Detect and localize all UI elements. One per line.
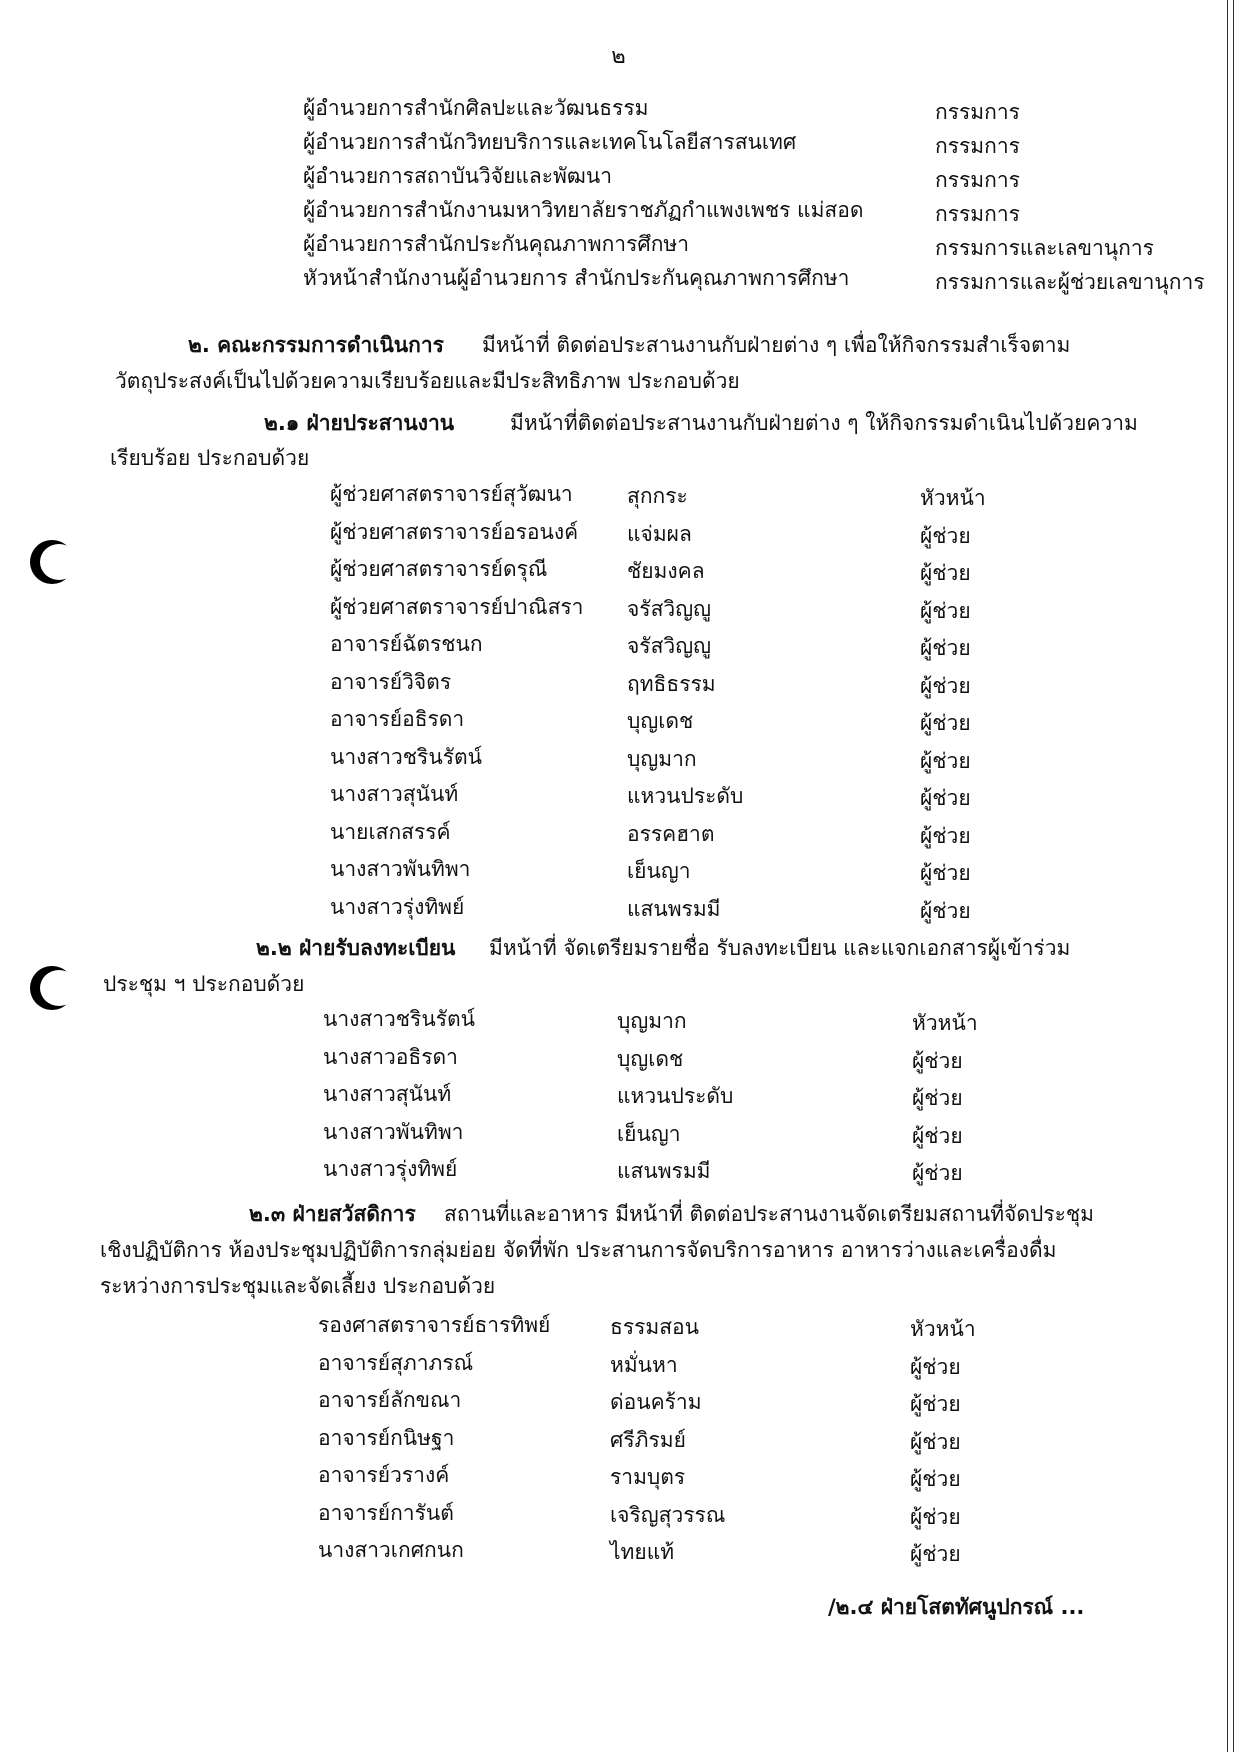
member-first-name: นางสาวรุ่งทิพย์ [330,894,465,919]
member-role: ผู้ช่วย [920,823,971,848]
member-role: หัวหน้า [912,1011,978,1035]
member-first-name: นางสาวสุนันท์ [330,782,459,806]
member-role: ผู้ช่วย [910,1392,961,1416]
committee-member-role: กรรมการ [935,134,1020,158]
member-last-name: แหวนประดับ [627,784,744,808]
member-first-name: นางสาวพันทิพา [330,857,471,881]
subsection-2-3-title: ๒.๓ ฝ่ายสวัสดิการ [249,1202,416,1226]
committee-member-role: กรรมการและเลขานุการ [935,236,1154,260]
member-first-name: อาจารย์ฉัตรชนก [330,632,483,656]
subsection-2-1-text: เรียบร้อย ประกอบด้วย [110,446,310,470]
member-first-name: นางสาวสุนันท์ [323,1082,452,1106]
page-number: ๒ [611,44,626,69]
member-first-name: อาจารย์สุภาภรณ์ [318,1350,474,1375]
punch-hole-mark [30,966,74,1010]
member-role: ผู้ช่วย [912,1123,963,1148]
member-first-name: อาจารย์ลักขณา [318,1388,462,1412]
member-first-name: อาจารย์วิจิตร [330,669,452,694]
committee-member-name: ผู้อำนวยการสถาบันวิจัยและพัฒนา [303,164,613,188]
member-first-name: นางสาวเกศกนก [318,1538,464,1562]
member-last-name: บุญมาก [617,1009,687,1033]
member-last-name: รามบุตร [610,1465,686,1489]
member-role: ผู้ช่วย [920,898,971,923]
continuation-note: /๒.๔ ฝ่ายโสตทัศนูปกรณ์ ... [828,1595,1085,1619]
member-last-name: สุกกระ [627,484,688,508]
member-role: ผู้ช่วย [920,711,971,735]
scan-edge-line [1227,0,1228,1752]
member-last-name: บุญเดช [617,1046,684,1071]
section-2-title: ๒. คณะกรรมการดำเนินการ [188,333,444,357]
member-first-name: ผู้ช่วยศาสตราจารย์สุวัฒนา [330,482,573,506]
member-first-name: นางสาวชรินรัตน์ [330,744,482,769]
punch-hole-mark [30,540,74,584]
member-last-name: อรรคฮาต [627,821,715,846]
member-first-name: ผู้ช่วยศาสตราจารย์อรอนงค์ [330,519,579,544]
member-role: ผู้ช่วย [920,523,971,548]
member-first-name: รองศาสตราจารย์ธารทิพย์ [318,1313,551,1337]
member-last-name: ชัยมงคล [627,559,705,583]
member-first-name: ผู้ช่วยศาสตราจารย์ปาณิสรา [330,594,584,619]
committee-member-role: กรรมการ [935,202,1020,226]
member-role: หัวหน้า [910,1317,976,1341]
member-role: ผู้ช่วย [920,636,971,660]
member-role: ผู้ช่วย [910,1542,961,1566]
committee-member-name: หัวหน้าสำนักงานผู้อำนวยการ สำนักประกันคุณภาพการศึกษา [303,266,850,290]
member-role: ผู้ช่วย [920,786,971,810]
member-first-name: นางสาวอธิรดา [323,1044,458,1069]
member-role: หัวหน้า [920,486,986,510]
subsection-2-2-title: ๒.๒ ฝ่ายรับลงทะเบียน [256,936,456,960]
subsection-2-1-title: ๒.๑ ฝ่ายประสานงาน [264,411,455,435]
member-role: ผู้ช่วย [912,1161,963,1185]
member-last-name: แหวนประดับ [617,1084,734,1108]
member-last-name: จรัสวิญญู [627,634,711,658]
member-role: ผู้ช่วย [912,1048,963,1073]
member-role: ผู้ช่วย [920,598,971,623]
member-last-name: แสนพรมมี [617,1159,711,1183]
member-last-name: ธรรมสอน [610,1315,700,1339]
member-role: ผู้ช่วย [920,748,971,773]
subsection-2-1-text: มีหน้าที่ติดต่อประสานงานกับฝ่ายต่าง ๆ ให้กิจกรรมดำเนินไปด้วยความ [510,411,1138,435]
member-last-name: บุญเดช [627,709,694,733]
scan-edge-line [1233,0,1234,1752]
member-role: ผู้ช่วย [920,861,971,885]
subsection-2-3-text: สถานที่และอาหาร มีหน้าที่ ติดต่อประสานงานจัดเตรียมสถานที่จัดประชุม [444,1202,1094,1226]
member-first-name: นางสาวพันทิพา [323,1119,464,1144]
committee-member-name: ผู้อำนวยการสำนักประกันคุณภาพการศึกษา [303,232,690,256]
member-first-name: นายเสกสรรค์ [330,819,451,844]
member-last-name: ฤทธิธรรม [627,671,716,696]
committee-member-name: ผู้อำนวยการสำนักวิทยบริการและเทคโนโลยีสารสนเทศ [303,130,797,154]
member-last-name: ศรีภิรมย์ [610,1427,686,1452]
member-first-name: อาจารย์กนิษฐา [318,1425,455,1450]
subsection-2-3-text: เชิงปฏิบัติการ ห้องประชุมปฏิบัติการกลุ่มย่อย จัดที่พัก ประสานการจัดบริการอาหาร อาหารว่างและเครื่องดื่ม [100,1238,1057,1262]
member-last-name: บุญมาก [627,746,697,771]
member-role: ผู้ช่วย [910,1467,961,1491]
member-role: ผู้ช่วย [912,1086,963,1110]
member-last-name: เย็นญา [627,859,691,883]
member-role: ผู้ช่วย [920,673,971,698]
member-last-name: ด่อนคร้าม [610,1390,702,1414]
member-first-name: อาจารย์อธิรดา [330,707,465,731]
section-2-text: มีหน้าที่ ติดต่อประสานงานกับฝ่ายต่าง ๆ เพื่อให้กิจกรรมสำเร็จตาม [482,333,1071,357]
member-first-name: อาจารย์การันต์ [318,1500,454,1525]
member-role: ผู้ช่วย [910,1429,961,1454]
member-role: ผู้ช่วย [910,1354,961,1379]
committee-member-name: ผู้อำนวยการสำนักงานมหาวิทยาลัยราชภัฏกำแพงเพชร แม่สอด [303,198,864,222]
member-first-name: นางสาวรุ่งทิพย์ [323,1157,458,1181]
member-first-name: นางสาวชรินรัตน์ [323,1007,475,1031]
member-role: ผู้ช่วย [910,1504,961,1529]
member-last-name: จรัสวิญญู [627,596,711,621]
member-first-name: อาจารย์วรางค์ [318,1463,450,1487]
member-last-name: แจ่มผล [627,521,692,546]
member-last-name: เจริญสุวรรณ [610,1502,726,1527]
member-last-name: หมั่นหา [610,1352,678,1377]
committee-member-role: กรรมการ [935,168,1020,192]
committee-member-role: กรรมการ [935,100,1020,124]
member-role: ผู้ช่วย [920,561,971,585]
member-first-name: ผู้ช่วยศาสตราจารย์ดรุณี [330,557,548,581]
subsection-2-2-text: ประชุม ฯ ประกอบด้วย [103,972,305,996]
member-last-name: เย็นญา [617,1121,681,1146]
committee-member-name: ผู้อำนวยการสำนักศิลปะและวัฒนธรรม [303,96,649,120]
committee-member-role: กรรมการและผู้ช่วยเลขานุการ [935,270,1205,294]
subsection-2-3-text: ระหว่างการประชุมและจัดเลี้ยง ประกอบด้วย [100,1274,496,1298]
subsection-2-2-text: มีหน้าที่ จัดเตรียมรายชื่อ รับลงทะเบียน และแจกเอกสารผู้เข้าร่วม [489,936,1071,960]
section-2-text: วัตถุประสงค์เป็นไปด้วยความเรียบร้อยและมีประสิทธิภาพ ประกอบด้วย [115,369,740,393]
member-last-name: แสนพรมมี [627,896,721,921]
member-last-name: ไทยแท้ [610,1540,675,1564]
